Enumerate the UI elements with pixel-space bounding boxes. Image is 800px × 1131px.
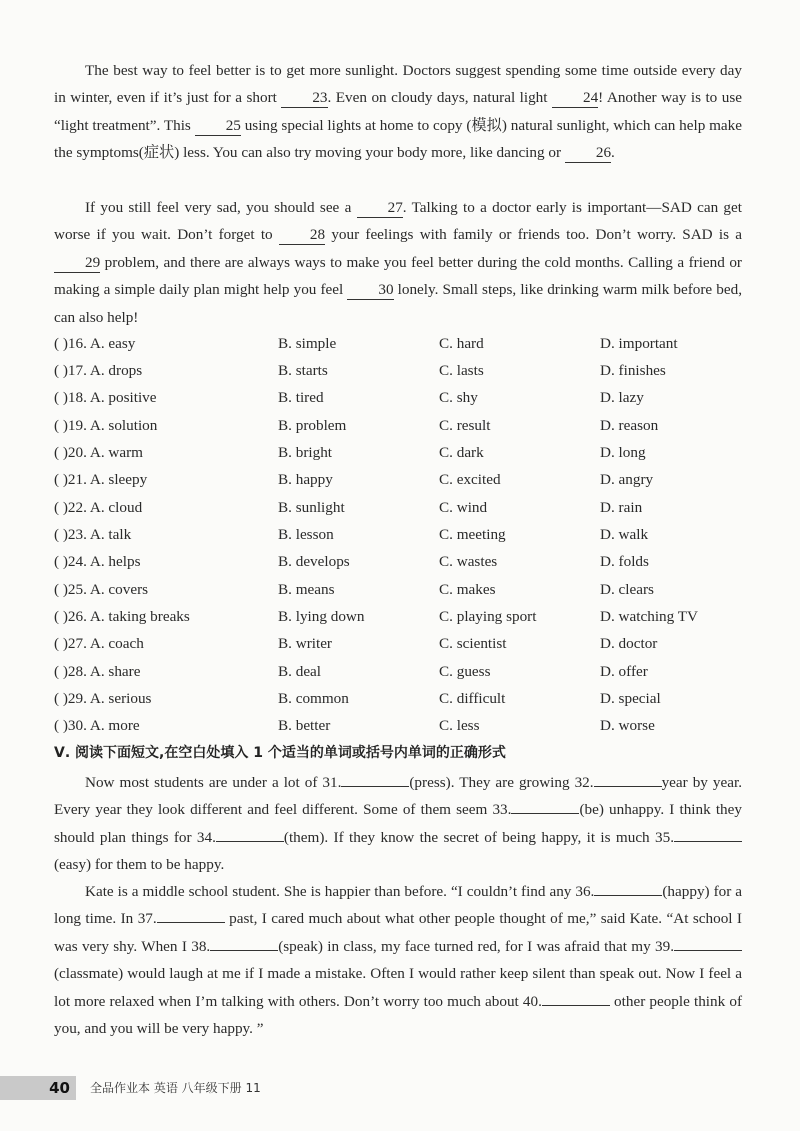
option-b: B. writer: [278, 635, 332, 653]
option-d: D. angry: [600, 471, 654, 489]
option-c: C. wind: [439, 498, 488, 516]
question-number-option-a: ( )18. A. positive: [54, 389, 157, 407]
blank-38[interactable]: [210, 935, 278, 951]
question-row: [54, 576, 754, 603]
blank-36[interactable]: [594, 880, 662, 896]
option-b: B. lying down: [278, 608, 365, 626]
question-number-option-a: ( )17. A. drops: [54, 362, 143, 380]
option-c: C. dark: [439, 444, 484, 462]
section-5-title: Ⅴ. 阅读下面短文,在空白处填入 1 个适当的单词或括号内单词的正确形式: [54, 745, 506, 761]
option-d: D. clears: [600, 580, 654, 598]
question-number-option-a: ( )23. A. talk: [54, 526, 132, 544]
option-d: D. finishes: [600, 362, 666, 380]
option-d: D. watching TV: [600, 608, 698, 626]
option-d: D. reason: [600, 416, 659, 434]
page-number: 40: [0, 1076, 76, 1100]
option-d: D. folds: [600, 553, 649, 571]
question-number-option-a: ( )26. A. taking breaks: [54, 608, 190, 626]
blank-34[interactable]: [216, 826, 284, 842]
blank-25: 25: [195, 117, 241, 136]
question-row: [54, 467, 754, 494]
option-d: D. rain: [600, 498, 643, 516]
option-d: D. special: [600, 690, 661, 708]
question-number-option-a: ( )27. A. coach: [54, 635, 144, 653]
question-row: [54, 631, 754, 658]
passage-paragraph-2: If you still feel very sad, you should see a 27. Talking to a doctor early is important—SAD can get worse if you wait. Don’t forget to 28 your feelings with family or friends too. Don’t worry. SAD is a 29 problem, and there are always ways to make you feel better during the cold months. Calling a friend or making a simple daily plan might help you feel 30 lonely. Small steps, like drinking warm milk before bed, can also help!: [54, 199, 742, 326]
option-b: B. starts: [278, 362, 328, 380]
question-row: [54, 494, 754, 521]
question-row: [54, 685, 754, 712]
book-title: 全品作业本 英语 八年级下册 11: [90, 1081, 261, 1095]
question-row: [54, 521, 754, 548]
option-d: D. long: [600, 444, 646, 462]
option-b: B. common: [278, 690, 349, 708]
option-c: C. guess: [439, 662, 491, 680]
question-row: [54, 439, 754, 466]
question-row: [54, 603, 754, 630]
option-c: C. playing sport: [439, 608, 537, 626]
blank-32[interactable]: [594, 771, 662, 787]
option-c: C. lasts: [439, 362, 484, 380]
blank-37[interactable]: [157, 907, 225, 923]
option-c: C. difficult: [439, 690, 506, 708]
blank-40[interactable]: [542, 990, 610, 1006]
option-c: C. shy: [439, 389, 478, 407]
question-number-option-a: ( )22. A. cloud: [54, 498, 143, 516]
option-b: B. happy: [278, 471, 333, 489]
option-c: C. wastes: [439, 553, 498, 571]
blank-30: 30: [347, 281, 393, 300]
question-number-option-a: ( )20. A. warm: [54, 444, 143, 462]
question-number-option-a: ( )24. A. helps: [54, 553, 141, 571]
blank-29: 29: [54, 254, 100, 273]
section-5-paragraph-2: Kate is a middle school student. She is happier than before. “I couldn’t find any 36. (happy) for a long time. In 37. past, I cared much about what other people thought of me,” said Kate. “At school I was very shy. When I 38. (speak) in class, my face turned red, for I was afraid that my 39.(classmate) would laugh at me if I made a mistake. Often I would rather keep silent than speak out. Now I feel a lot more relaxed when I’m talking with others. Don’t worry too much about 40. other people think of you, and you will be very happy. ”: [54, 878, 742, 1042]
blank-28: 28: [279, 226, 325, 245]
blank-23: 23: [281, 89, 327, 108]
option-b: B. simple: [278, 334, 337, 352]
question-row: [54, 385, 754, 412]
question-row: [54, 549, 754, 576]
option-d: D. doctor: [600, 635, 658, 653]
option-c: C. hard: [439, 334, 484, 352]
page-footer: [0, 1076, 800, 1100]
blank-35[interactable]: [674, 826, 742, 842]
question-number-option-a: ( )30. A. more: [54, 717, 140, 735]
blank-39[interactable]: [674, 935, 742, 951]
question-number-option-a: ( )19. A. solution: [54, 416, 158, 434]
question-row: [54, 412, 754, 439]
option-c: C. scientist: [439, 635, 507, 653]
blank-31[interactable]: [341, 771, 409, 787]
answer-options-list: [54, 330, 754, 740]
option-d: D. worse: [600, 717, 655, 735]
question-row: [54, 330, 754, 357]
question-number-option-a: ( )16. A. easy: [54, 334, 136, 352]
option-c: C. makes: [439, 580, 496, 598]
passage-paragraph-1: The best way to feel better is to get more sunlight. Doctors suggest spending some time outside every day in winter, even if it’s just for a short 23. Even on cloudy days, natural light 24! Another way is to use “light treatment”. This 25 using special lights at home to copy (模拟) natural sunlight, which can help make the symptoms(症状) less. You can also try moving your body more, like dancing or 26.: [54, 62, 743, 162]
section-5-paragraph-1: Now most students are under a lot of 31. (press). They are growing 32. year by year. Every year they look different and feel different. Some of them seem 33. (be) unhappy. I think they should plan things for 34. (them). If they know the secret of being happy, it is much 35.(easy) for them to be happy.: [54, 769, 742, 879]
option-b: B. better: [278, 717, 331, 735]
option-d: D. important: [600, 334, 678, 352]
blank-27: 27: [357, 199, 403, 218]
option-b: B. means: [278, 580, 335, 598]
blank-26: 26: [565, 144, 611, 163]
option-c: C. result: [439, 416, 491, 434]
blank-33[interactable]: [511, 798, 579, 814]
question-number-option-a: ( )21. A. sleepy: [54, 471, 148, 489]
question-row: [54, 658, 754, 685]
option-b: B. problem: [278, 416, 347, 434]
question-number-option-a: ( )25. A. covers: [54, 580, 149, 598]
option-b: B. bright: [278, 444, 333, 462]
option-b: B. deal: [278, 662, 322, 680]
option-d: D. offer: [600, 662, 648, 680]
question-number-option-a: ( )28. A. share: [54, 662, 141, 680]
option-d: D. walk: [600, 526, 649, 544]
option-d: D. lazy: [600, 389, 644, 407]
question-number-option-a: ( )29. A. serious: [54, 690, 152, 708]
question-row: [54, 713, 754, 740]
option-c: C. meeting: [439, 526, 506, 544]
question-row: [54, 357, 754, 384]
option-c: C. excited: [439, 471, 501, 489]
option-c: C. less: [439, 717, 480, 735]
option-b: B. tired: [278, 389, 324, 407]
option-b: B. sunlight: [278, 498, 345, 516]
blank-24: 24: [552, 89, 598, 108]
option-b: B. develops: [278, 553, 350, 571]
option-b: B. lesson: [278, 526, 334, 544]
